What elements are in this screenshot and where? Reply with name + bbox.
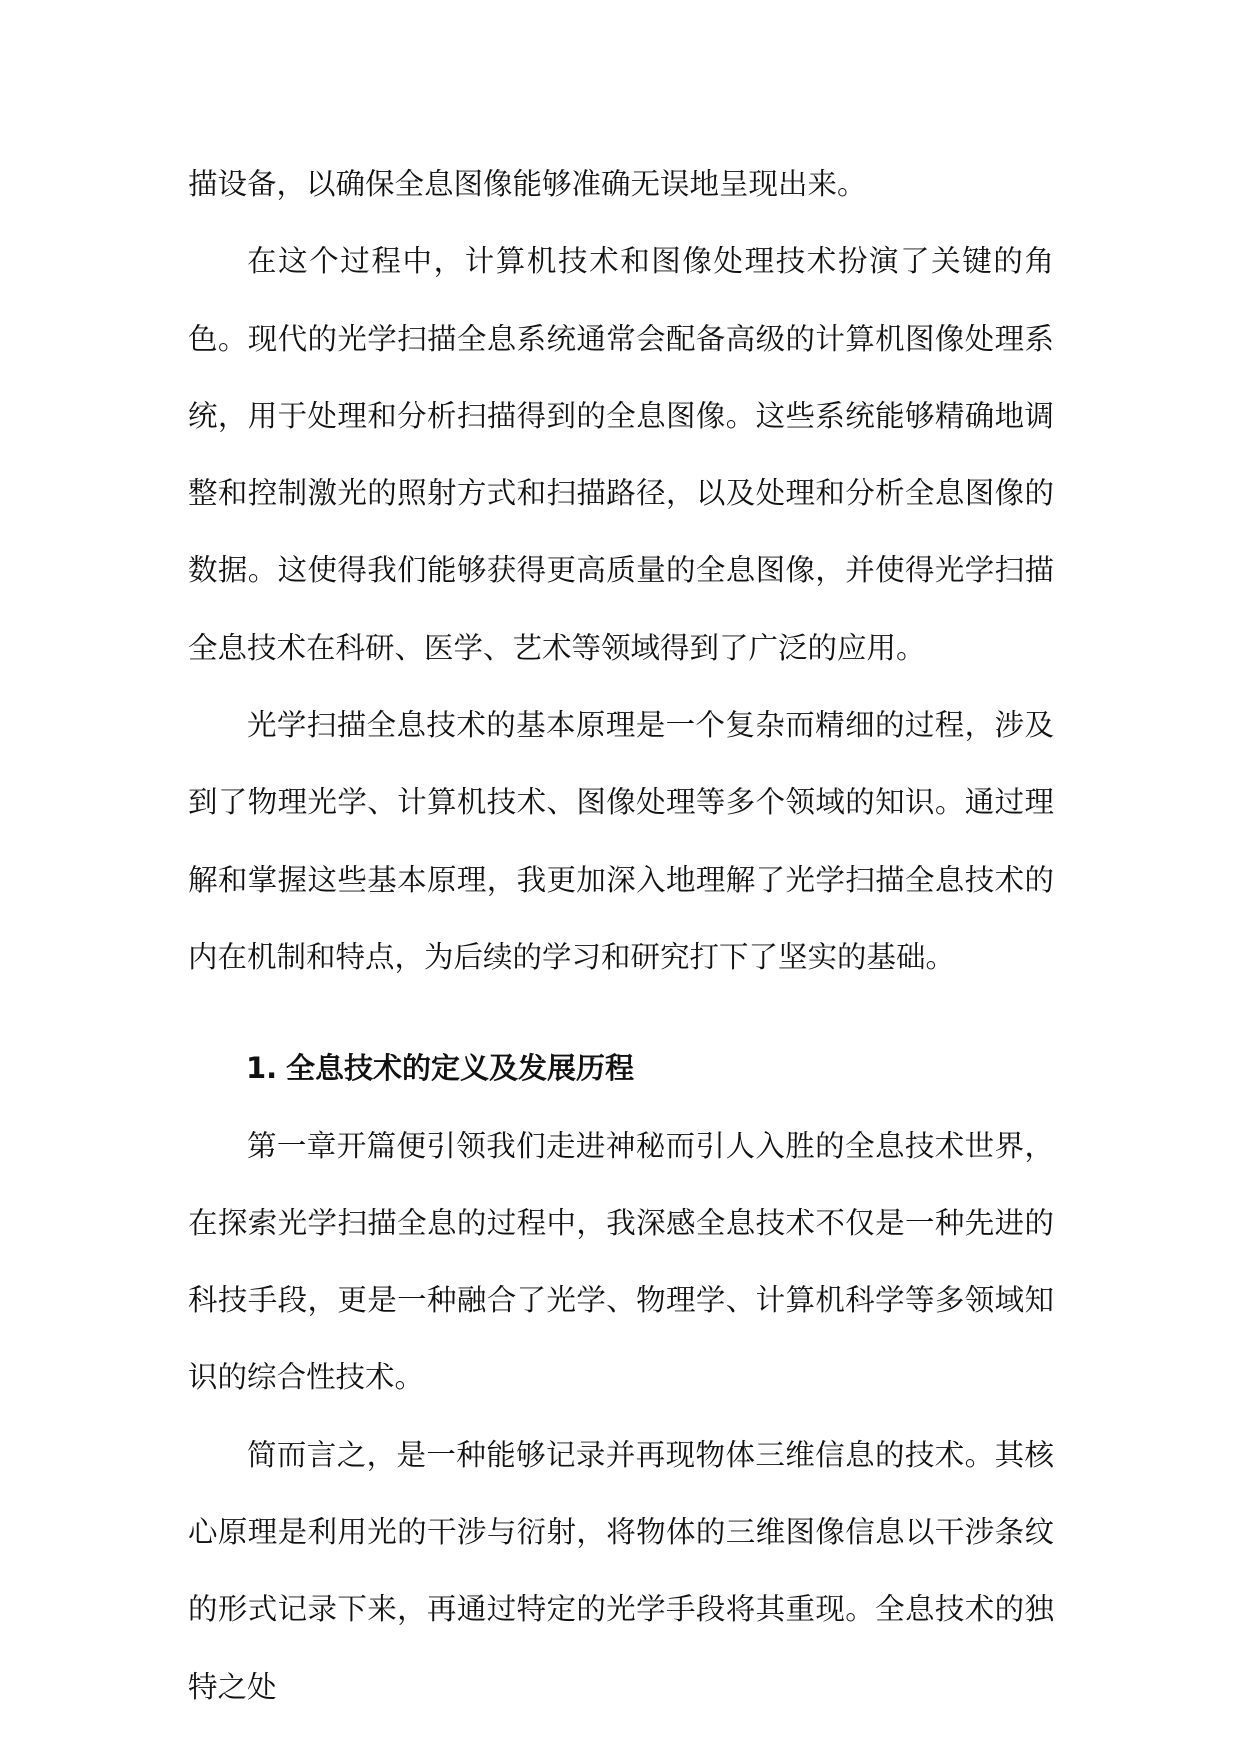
paragraph: 光学扫描全息技术的基本原理是一个复杂而精细的过程，涉及到了物理光学、计算机技术、图像处理等多个领域的知识。通过理解和掌握这些基本原理，我更加深入地理解了光学扫描全息技术的内在机制和特点，为后续的学习和研究打下了坚实的基础。: [188, 708, 1054, 974]
section-number: 1.: [246, 1051, 278, 1086]
paragraph: 在这个过程中，计算机技术和图像处理技术扮演了关键的角色。现代的光学扫描全息系统通常会配备高级的计算机图像处理系统，用于处理和分析扫描得到的全息图像。这些系统能够精确地调整和控制激光的照射方式和扫描路径，以及处理和分析全息图像的数据。这使得我们能够获得更高质量的全息图像，并使得光学扫描全息技术在科研、医学、艺术等领域得到了广泛的应用。: [188, 244, 1054, 665]
paragraph: 第一章开篇便引领我们走进神秘而引人入胜的全息技术世界，在探索光学扫描全息的过程中，我深感全息技术不仅是一种先进的科技手段，更是一种融合了光学、物理学、计算机科学等多领域知识的综合性技术。: [188, 1128, 1054, 1395]
document-body: [188, 146, 1054, 1726]
paragraph: 简而言之，是一种能够记录并再现物体三维信息的技术。其核心原理是利用光的干涉与衍射，将物体的三维图像信息以干涉条纹的形式记录下来，再通过特定的光学手段将其重现。全息技术的独特之处: [188, 1437, 1054, 1704]
section-heading: [188, 1030, 1054, 1107]
section-spacer: [188, 996, 1054, 1012]
section-title: 全息技术的定义及发展历程: [286, 1051, 635, 1086]
paragraph-continued: 描设备，以确保全息图像能够准确无误地呈现出来。: [188, 167, 867, 201]
